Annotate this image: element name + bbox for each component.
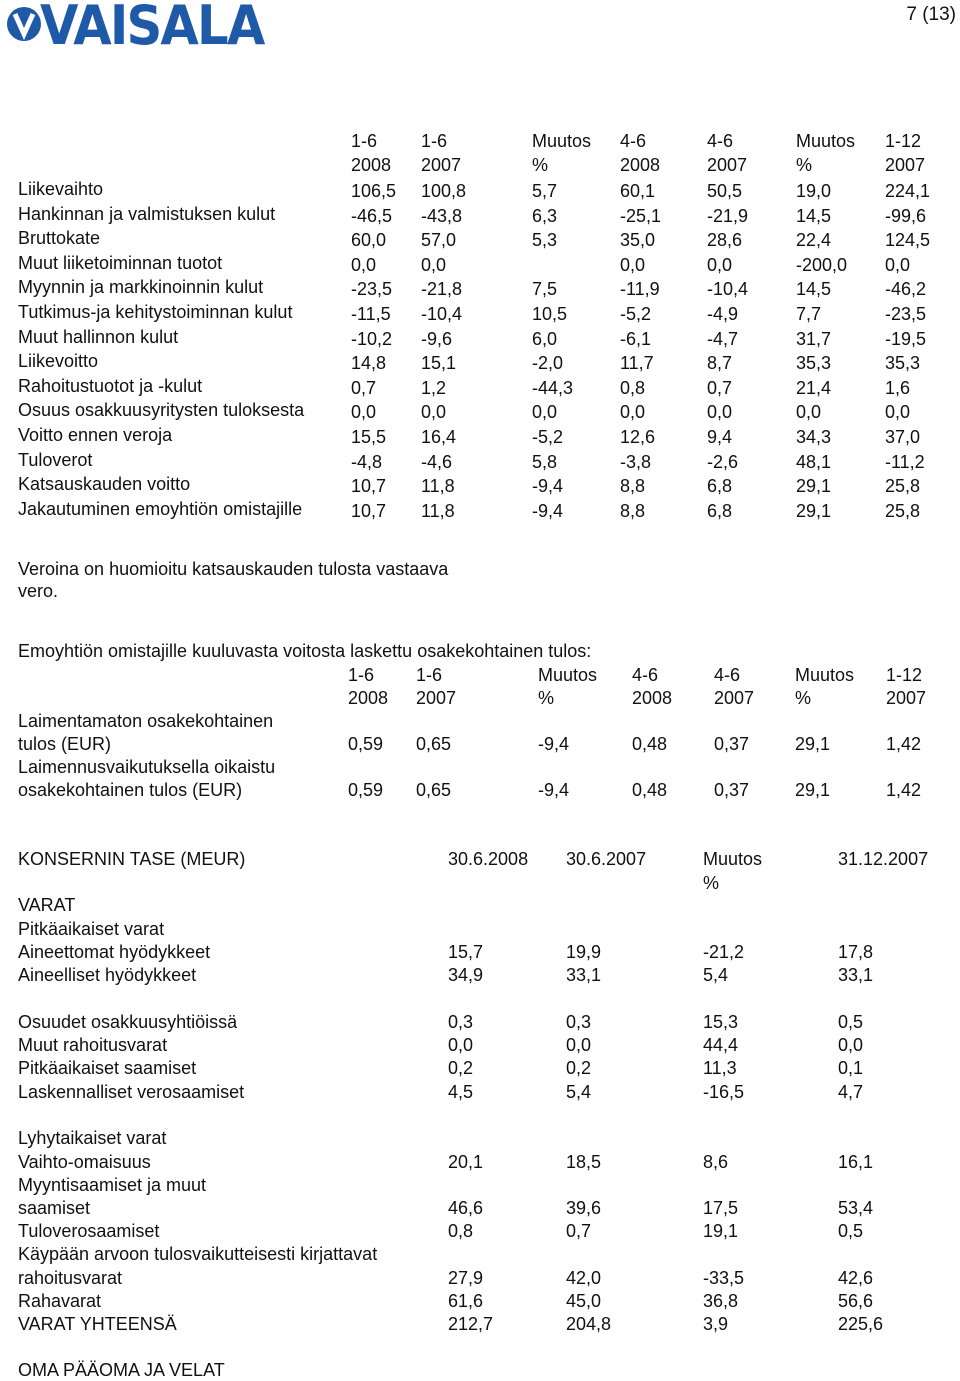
table-cell: 10,7 [351, 500, 387, 521]
table-cell: 14,5 [796, 205, 832, 226]
column-header: 30.6.2008 [448, 849, 529, 869]
row-label-cont: osakekohtainen tulos (EUR) [18, 780, 243, 800]
table-cell: 0,5 [838, 1012, 864, 1032]
table-cell: 7,7 [796, 304, 822, 324]
row-label: Tuloverot [18, 449, 93, 470]
column-header: Muutos [703, 849, 763, 869]
row-label: Rahoitustuotot ja -kulut [18, 375, 203, 396]
table-cell: 0,0 [620, 402, 646, 423]
table-cell: 0,59 [348, 734, 384, 754]
table-cell: 34,3 [796, 427, 832, 447]
row-label: Muut liiketoiminnan tuotot [18, 252, 223, 273]
table-cell: 3,9 [703, 1314, 729, 1334]
eps-title: Emoyhtiön omistajille kuuluvasta voitosta laskettu osakekohtainen tulos: [18, 641, 592, 661]
table-cell: 0,65 [416, 734, 452, 754]
table-cell: 57,0 [421, 230, 457, 251]
row-label: Vaihto-omaisuus [18, 1152, 151, 1172]
column-header-sub: 2008 [620, 155, 661, 175]
table-cell: -33,5 [703, 1268, 745, 1288]
table-cell: 15,5 [351, 427, 387, 447]
total-label: VARAT YHTEENSÄ [18, 1314, 177, 1334]
table-cell: 6,8 [707, 476, 733, 497]
table-cell: 11,8 [421, 476, 455, 497]
column-header-sub: 2007 [707, 155, 748, 175]
table-cell: 0,7 [566, 1221, 592, 1241]
table-cell: 22,4 [796, 230, 832, 251]
row-label: Myynnin ja markkinoinnin kulut [18, 277, 264, 298]
table-cell: -21,2 [703, 942, 745, 962]
table-cell: 0,0 [885, 254, 911, 275]
row-label: Käypään arvoon tulosvaikutteisesti kirjattavat [18, 1244, 378, 1264]
table-cell: 0,0 [351, 254, 377, 275]
column-header-sub: 2007 [714, 688, 755, 708]
section-heading: VARAT [18, 895, 76, 915]
table-cell: 100,8 [421, 181, 467, 201]
row-label: Osuus osakkuusyritysten tuloksesta [18, 400, 305, 421]
table-cell: 8,7 [707, 353, 733, 374]
table-cell: 1,42 [886, 780, 922, 800]
table-cell: 7,5 [532, 279, 558, 300]
table-cell: 25,8 [885, 500, 921, 521]
table-cell: -9,4 [538, 734, 570, 754]
table-cell: 0,5 [838, 1221, 864, 1241]
column-header: 1-6 [348, 665, 375, 685]
row-label: Muut hallinnon kulut [18, 326, 179, 347]
table-cell: 29,1 [796, 476, 832, 497]
table-cell: 0,0 [566, 1035, 592, 1056]
table-cell: -43,8 [421, 205, 463, 226]
vaisala-logo [4, 0, 44, 52]
row-label: Laskennalliset verosaamiset [18, 1081, 245, 1102]
table-cell: 11,7 [620, 353, 654, 374]
table-cell: 33,1 [838, 965, 874, 985]
table-cell: -11,2 [885, 451, 925, 472]
table-cell: -200,0 [796, 254, 848, 275]
table-cell: 21,4 [796, 377, 832, 398]
table-cell: 212,7 [448, 1314, 494, 1334]
table-cell: 5,8 [532, 451, 558, 472]
table-cell: 15,3 [703, 1012, 739, 1032]
table-cell: 204,8 [566, 1314, 612, 1334]
table-cell: 33,1 [566, 965, 602, 985]
table-cell: 0,37 [714, 780, 750, 800]
table-cell: 0,0 [620, 254, 646, 275]
table-cell: 0,48 [632, 734, 668, 754]
table-cell: -25,1 [620, 205, 662, 226]
table-cell: -4,9 [707, 304, 739, 324]
table-cell: 53,4 [838, 1198, 874, 1218]
row-label: Aineelliset hyödykkeet [18, 965, 197, 985]
table-cell: -9,4 [538, 780, 570, 800]
table-cell: 37,0 [885, 427, 921, 447]
row-label: Hankinnan ja valmistuksen kulut [18, 203, 276, 224]
table-cell: 0,7 [707, 377, 733, 398]
table-cell: 6,0 [532, 328, 558, 349]
table-cell: 56,6 [838, 1291, 874, 1311]
table-cell: 61,6 [448, 1291, 484, 1311]
table-cell: 15,1 [421, 353, 457, 374]
page-number: 7 (13) [906, 4, 956, 25]
column-header: 1-6 [416, 665, 443, 685]
table-cell: 5,3 [532, 230, 558, 251]
table-cell: 10,7 [351, 476, 387, 497]
column-header-sub: % [532, 155, 549, 175]
table-cell: 0,8 [448, 1221, 474, 1241]
table-cell: -23,5 [885, 304, 927, 324]
table-cell: 42,0 [566, 1268, 602, 1288]
table-cell: 8,8 [620, 500, 646, 521]
row-label: Myyntisaamiset ja muut [18, 1175, 207, 1195]
table-cell: 31,7 [796, 328, 832, 349]
table-cell: 225,6 [838, 1314, 884, 1334]
table-cell: 28,6 [707, 230, 743, 251]
row-label: Tuloverosaamiset [18, 1221, 160, 1241]
column-header: Muutos [795, 665, 855, 685]
column-header: 1-12 [885, 131, 922, 151]
table-cell: 18,5 [566, 1152, 602, 1172]
table-cell: 0,65 [416, 780, 452, 800]
table-cell: 0,0 [448, 1035, 474, 1056]
column-header: 1-6 [421, 131, 448, 151]
table-cell: -19,5 [885, 328, 927, 349]
table-cell: -9,4 [532, 500, 564, 521]
column-header-sub: 2008 [351, 155, 392, 175]
table-cell: 0,0 [885, 402, 911, 423]
table-cell: 36,8 [703, 1291, 739, 1311]
column-header-sub: % [795, 688, 812, 708]
row-label: Bruttokate [18, 228, 101, 249]
table-cell: -10,2 [351, 328, 393, 349]
table-cell: 19,0 [796, 181, 832, 201]
table-cell: 1,2 [421, 377, 447, 398]
table-cell: 0,48 [632, 780, 668, 800]
column-header: 1-12 [886, 665, 923, 685]
table-cell: 17,5 [703, 1198, 739, 1218]
table-cell: -2,0 [532, 353, 564, 374]
table-cell: 0,0 [707, 402, 733, 423]
table-cell: 0,8 [620, 377, 646, 398]
table-cell: 0,2 [448, 1058, 474, 1079]
table-cell: 35,3 [885, 353, 921, 374]
table-cell: 27,9 [448, 1268, 484, 1288]
table-cell: -6,1 [620, 328, 652, 349]
table-cell: 39,6 [566, 1198, 602, 1218]
column-header: Muutos [538, 665, 598, 685]
table-cell: 9,4 [707, 427, 733, 447]
table-cell: 1,42 [886, 734, 922, 754]
row-label: Katsauskauden voitto [18, 474, 191, 495]
table-cell: 5,4 [566, 1081, 592, 1102]
row-label: Pitkäaikaiset saamiset [18, 1058, 197, 1079]
table-cell: -5,2 [532, 427, 564, 447]
row-label: Tutkimus-ja kehitystoiminnan kulut [18, 302, 293, 322]
table-cell: 60,0 [351, 230, 387, 251]
table-cell: 0,2 [566, 1058, 592, 1079]
row-label: Laimentamaton osakekohtainen [18, 711, 274, 731]
section-heading: OMA PÄÄOMA JA VELAT [18, 1360, 225, 1380]
table-cell: 0,3 [448, 1012, 474, 1032]
table-cell: 29,1 [795, 780, 831, 800]
column-header-sub: 2008 [632, 688, 673, 708]
table-cell: -99,6 [885, 205, 927, 226]
table-cell: 0,0 [796, 402, 822, 423]
table-cell: 4,5 [448, 1081, 474, 1102]
table-cell: 1,6 [885, 377, 911, 398]
column-header-sub: % [538, 688, 555, 708]
table-cell: 0,0 [351, 402, 377, 423]
table-cell: 16,1 [838, 1152, 874, 1172]
table-cell: -10,4 [421, 304, 463, 324]
table-cell: 0,1 [838, 1058, 864, 1079]
table-cell: 0,0 [532, 402, 558, 423]
row-label: Osuudet osakkuusyhtiöissä [18, 1012, 238, 1032]
table-cell: 8,8 [620, 476, 646, 497]
column-header: 4-6 [714, 665, 741, 685]
row-label: Liikevaihto [18, 179, 104, 199]
column-header: 4-6 [632, 665, 659, 685]
table-cell: 17,8 [838, 942, 874, 962]
column-header-sub: 2007 [886, 688, 927, 708]
column-header: Muutos [796, 131, 856, 151]
section-subheading: Lyhytaikaiset varat [18, 1128, 167, 1148]
table-cell: 16,4 [421, 427, 457, 447]
table-cell: 124,5 [885, 230, 931, 251]
table-cell: -3,8 [620, 451, 652, 472]
column-header: 4-6 [620, 131, 647, 151]
table-cell: 0,59 [348, 780, 384, 800]
table-cell: 14,8 [351, 353, 387, 374]
table-cell: 29,1 [795, 734, 831, 754]
table-cell: 0,3 [566, 1012, 592, 1032]
row-label: Jakautuminen emoyhtiön omistajille [18, 498, 303, 519]
table-cell: 42,6 [838, 1268, 874, 1288]
table-cell: 48,1 [796, 451, 832, 472]
table-cell: -21,8 [421, 279, 463, 300]
table-cell: 106,5 [351, 181, 397, 201]
row-label-cont: tulos (EUR) [18, 734, 112, 754]
table-cell: 60,1 [620, 181, 656, 201]
section-subheading: Pitkäaikaiset varat [18, 919, 165, 939]
row-label: Voitto ennen veroja [18, 425, 173, 445]
table-cell: -2,6 [707, 451, 739, 472]
table-cell: 35,3 [796, 353, 832, 374]
row-label: Aineettomat hyödykkeet [18, 942, 211, 962]
table-cell: -4,8 [351, 451, 383, 472]
row-label-cont: saamiset [18, 1198, 91, 1218]
table-cell: 12,6 [620, 427, 656, 447]
row-label-cont: rahoitusvarat [18, 1268, 123, 1288]
balance-title: KONSERNIN TASE (MEUR) [18, 849, 246, 869]
table-cell: 25,8 [885, 476, 921, 497]
column-header-sub: 2007 [885, 155, 926, 175]
table-cell: 11,3 [703, 1058, 737, 1079]
table-cell: 5,7 [532, 181, 558, 201]
column-header-sub: 2007 [416, 688, 457, 708]
table-cell: 19,1 [703, 1221, 739, 1241]
row-label: Muut rahoitusvarat [18, 1035, 168, 1056]
table-cell: -16,5 [703, 1081, 745, 1102]
table-cell: -11,9 [620, 279, 660, 300]
tax-note: Veroina on huomioitu katsauskauden tulosta vastaava [18, 559, 449, 579]
table-cell: 8,6 [703, 1152, 729, 1172]
table-cell: -9,4 [532, 476, 564, 497]
column-header: 4-6 [707, 131, 734, 151]
vaisala-logo-text: VAISALA [40, 0, 264, 57]
table-cell: 0,7 [351, 377, 377, 398]
column-header: 30.6.2007 [566, 849, 647, 869]
column-header: Muutos [532, 131, 592, 151]
column-header-sub: 2008 [348, 688, 389, 708]
table-cell: 50,5 [707, 181, 743, 201]
table-cell: 4,7 [838, 1081, 864, 1102]
table-cell: 6,8 [707, 500, 733, 521]
table-cell: -11,5 [351, 304, 391, 324]
table-cell: -4,7 [707, 328, 739, 349]
row-label: Liikevoitto [18, 351, 99, 372]
table-cell: 6,3 [532, 205, 558, 226]
table-cell: 10,5 [532, 304, 568, 324]
table-cell: 15,7 [448, 942, 484, 962]
table-cell: 0,0 [421, 402, 447, 423]
column-header: 31.12.2007 [838, 849, 929, 869]
table-cell: -9,6 [421, 328, 453, 349]
table-cell: 0,0 [838, 1035, 864, 1056]
table-cell: 34,9 [448, 965, 484, 985]
table-cell: 11,8 [421, 500, 455, 521]
table-cell: 5,4 [703, 965, 729, 985]
table-cell: 46,6 [448, 1198, 484, 1218]
column-header-sub: % [796, 155, 813, 175]
column-header-sub: 2007 [421, 155, 462, 175]
table-cell: -5,2 [620, 304, 652, 324]
table-cell: 44,4 [703, 1035, 739, 1056]
table-cell: 45,0 [566, 1291, 602, 1311]
column-header-sub: % [703, 873, 720, 893]
table-cell: 20,1 [448, 1152, 484, 1172]
table-cell: 29,1 [796, 500, 832, 521]
table-cell: 19,9 [566, 942, 602, 962]
table-cell: -44,3 [532, 377, 574, 398]
table-cell: -46,2 [885, 279, 927, 300]
table-cell: -10,4 [707, 279, 749, 300]
table-cell: 35,0 [620, 230, 656, 251]
row-label: Laimennusvaikutuksella oikaistu [18, 757, 276, 777]
table-cell: 0,0 [421, 254, 447, 275]
table-cell: -4,6 [421, 451, 453, 472]
column-header: 1-6 [351, 131, 378, 151]
table-cell: 224,1 [885, 181, 931, 201]
table-cell: -21,9 [707, 205, 749, 226]
tax-note-cont: vero. [18, 581, 59, 601]
row-label: Rahavarat [18, 1291, 102, 1311]
table-cell: -23,5 [351, 279, 393, 300]
table-cell: 0,37 [714, 734, 750, 754]
table-cell: 0,0 [707, 254, 733, 275]
table-cell: 14,5 [796, 279, 832, 300]
table-cell: -46,5 [351, 205, 393, 226]
